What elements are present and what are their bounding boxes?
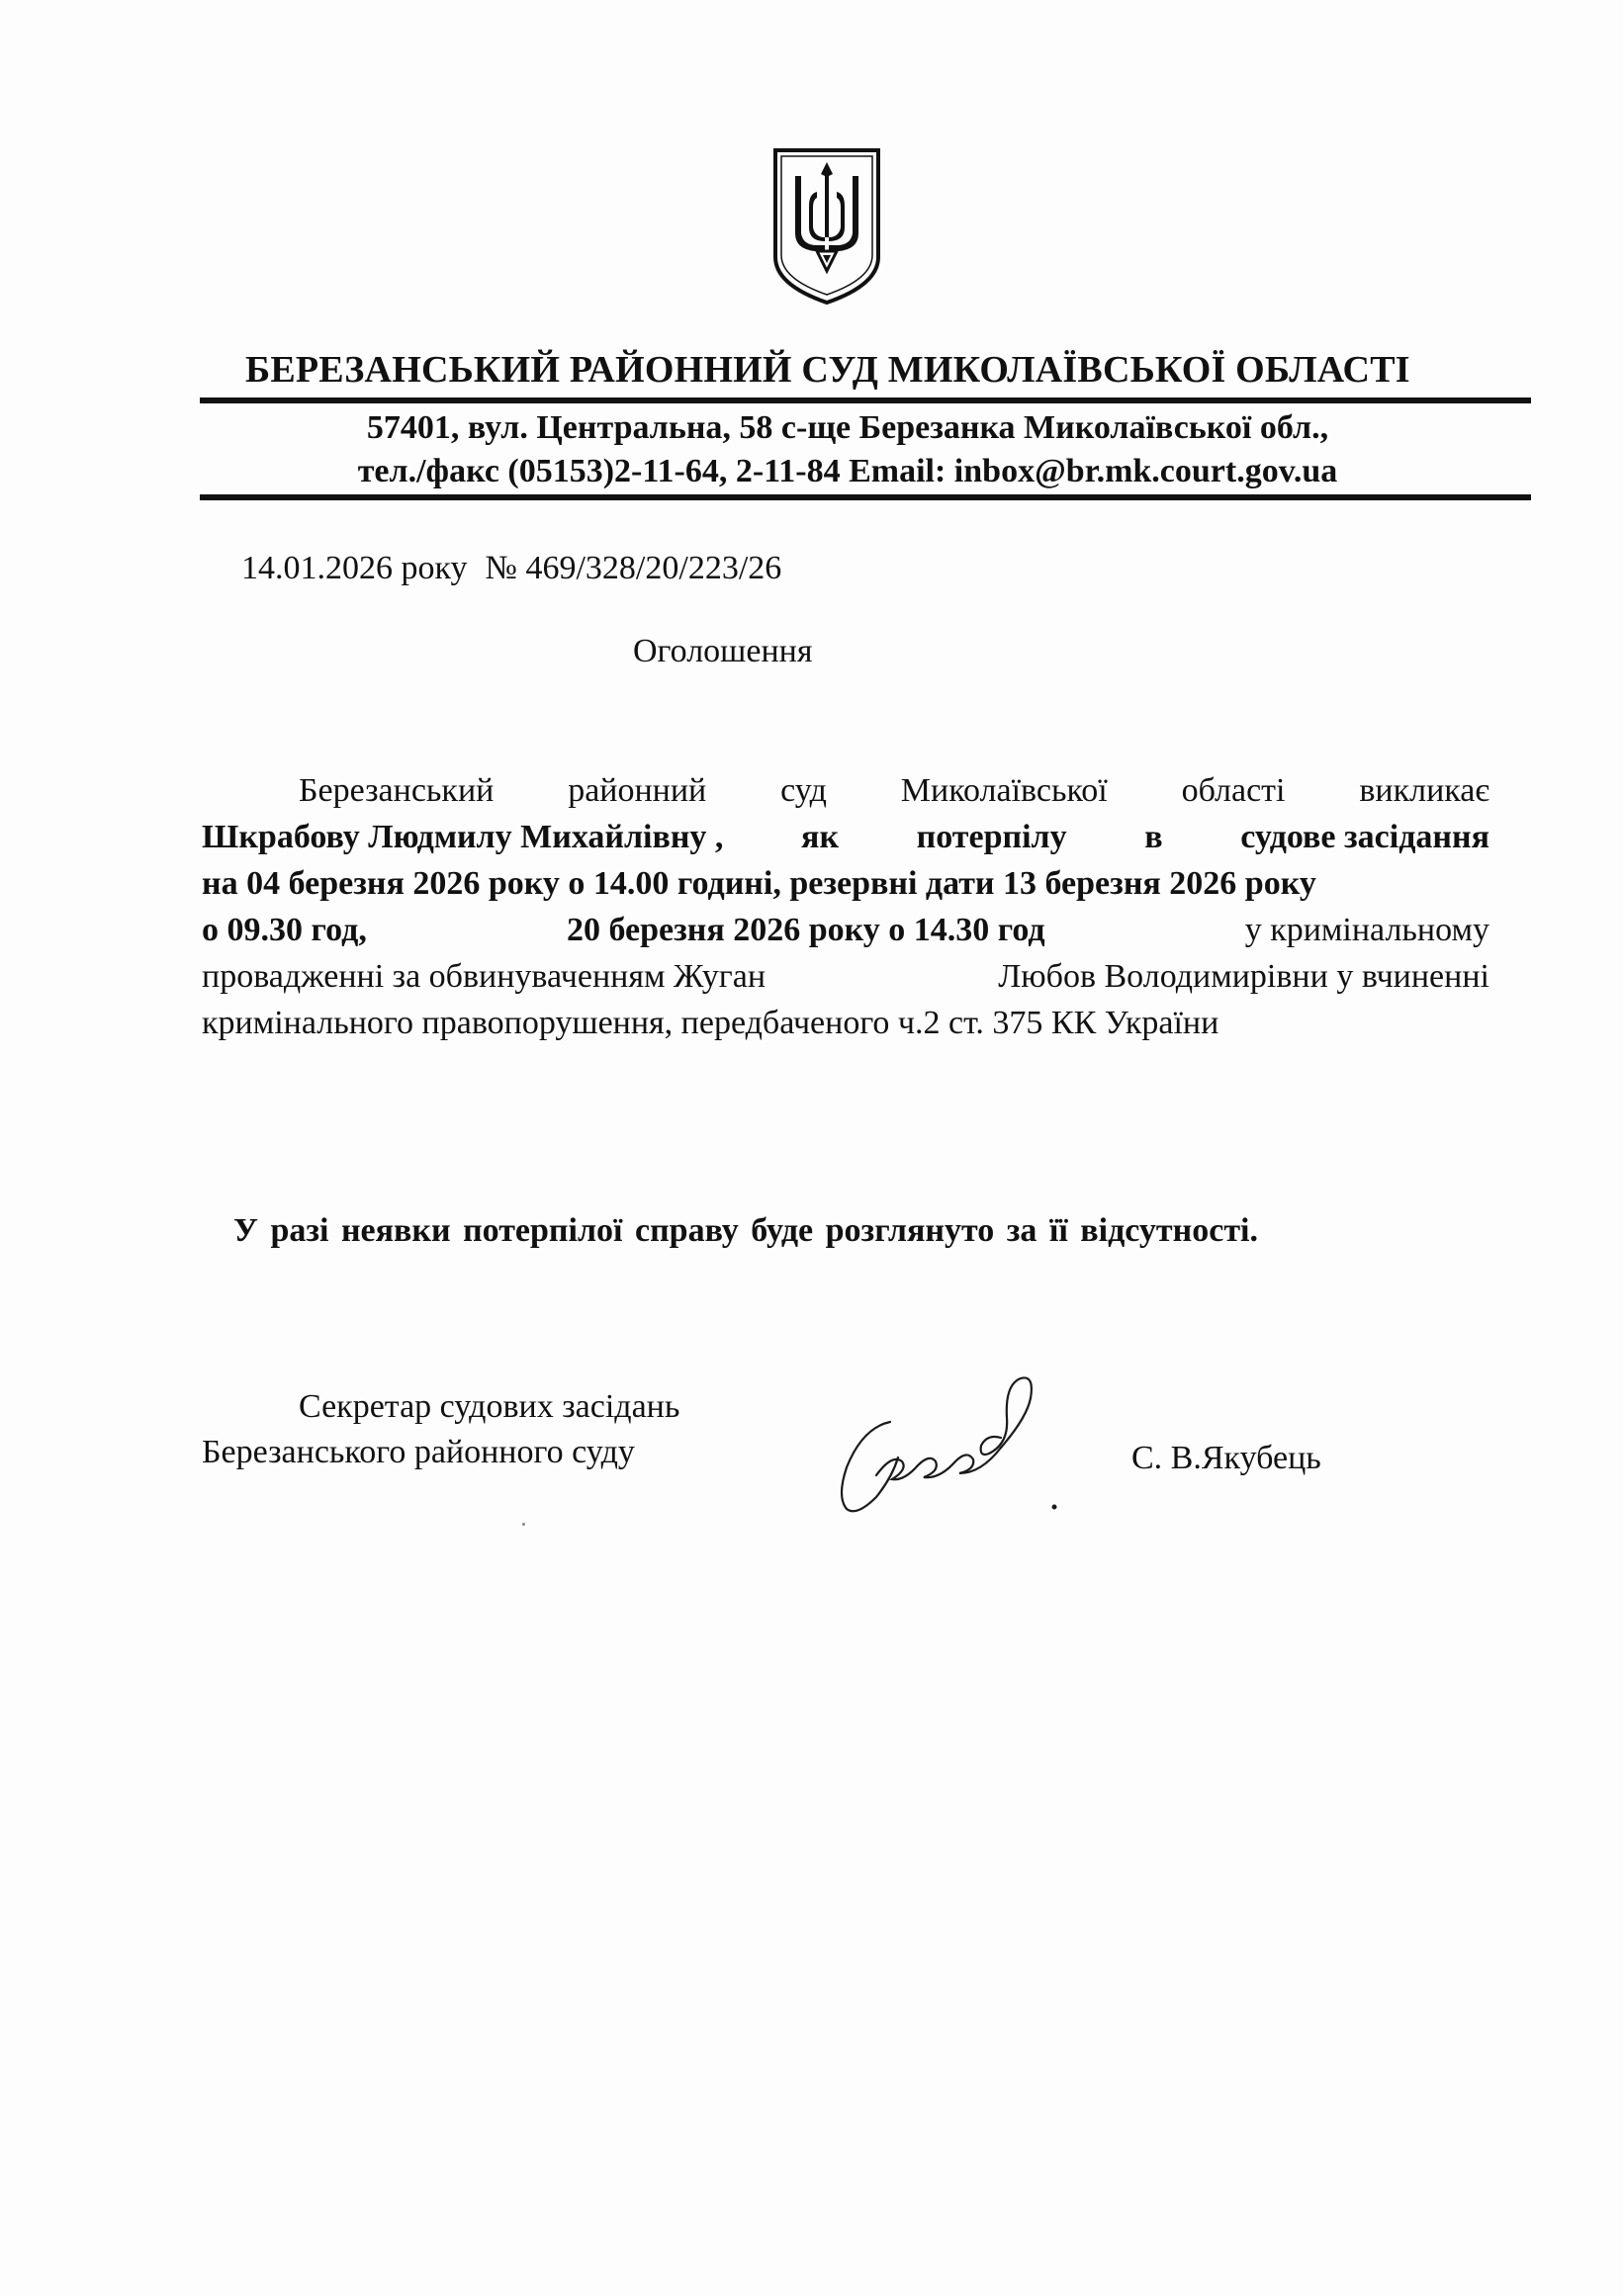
body-word: Березанський	[299, 772, 495, 809]
signer-name: С. В.Якубець	[1131, 1440, 1321, 1476]
body-word: районний	[568, 772, 707, 809]
body-line-6	[202, 1000, 1489, 1046]
document-reference	[241, 550, 781, 587]
coat-of-arms-trident-icon	[769, 146, 884, 307]
body-word: судове засідання	[1240, 819, 1489, 855]
scan-speck	[522, 1523, 525, 1526]
body-word: викликає	[1359, 772, 1489, 809]
reserve-date-1: о 09.30 год,	[202, 912, 367, 948]
signer-title-line-1: Секретар судових засідань	[299, 1388, 680, 1425]
absence-warning: У разі неявки потерпілої справу буде розглянуто за її відсутності.	[233, 1212, 1258, 1249]
header-divider-top	[200, 397, 1531, 403]
body-word: у кримінальному	[1244, 912, 1489, 948]
header-divider-bottom	[200, 494, 1531, 500]
body-line-1	[202, 767, 1489, 814]
document-date: 14.01.2026 року	[241, 550, 468, 586]
body-line-5	[202, 953, 1489, 1000]
court-name-heading: БЕРЕЗАНСЬКИЙ РАЙОННИЙ СУД МИКОЛАЇВСЬКОЇ ОБЛАСТІ	[245, 349, 1410, 391]
body-phrase: провадженні за обвинуваченням Жуган	[202, 958, 766, 995]
body-word: в	[1144, 819, 1163, 855]
announcement-title: Оголошення	[633, 633, 813, 669]
body-phrase: кримінального правопорушення, передбаченого ч.2 ст. 375 КК України	[202, 1005, 1219, 1041]
hearing-dates: на 04 березня 2026 року о 14.00 годині, резервні дати 13 березня 2026 року	[202, 865, 1316, 902]
signer-title-line-2: Березанського районного суду	[202, 1434, 635, 1470]
body-word: суд	[780, 772, 827, 809]
body-word: потерпілу	[916, 819, 1067, 855]
body-word: області	[1181, 772, 1286, 809]
document-number: № 469/328/20/223/26	[485, 550, 782, 586]
handwritten-signature	[833, 1359, 1129, 1527]
body-word: як	[801, 819, 840, 855]
reserve-date-2: 20 березня 2026 року о 14.30 год	[566, 912, 1045, 948]
body-line-2	[202, 814, 1489, 860]
victim-name: Шкрабову Людмилу Михайлівну ,	[202, 819, 724, 855]
court-contacts-line: тел./факс (05153)2-11-64, 2-11-84 Email: inbox@br.mk.court.gov.ua	[357, 453, 1338, 489]
court-address-line: 57401, вул. Центральна, 58 с-ще Березанка Миколаївської обл.,	[366, 409, 1329, 446]
body-line-4	[202, 907, 1489, 953]
announcement-body	[202, 767, 1489, 1046]
body-line-3	[202, 860, 1489, 907]
body-word: Миколаївської	[900, 772, 1108, 809]
body-phrase: Любов Володимирівни у вчиненні	[998, 958, 1489, 995]
